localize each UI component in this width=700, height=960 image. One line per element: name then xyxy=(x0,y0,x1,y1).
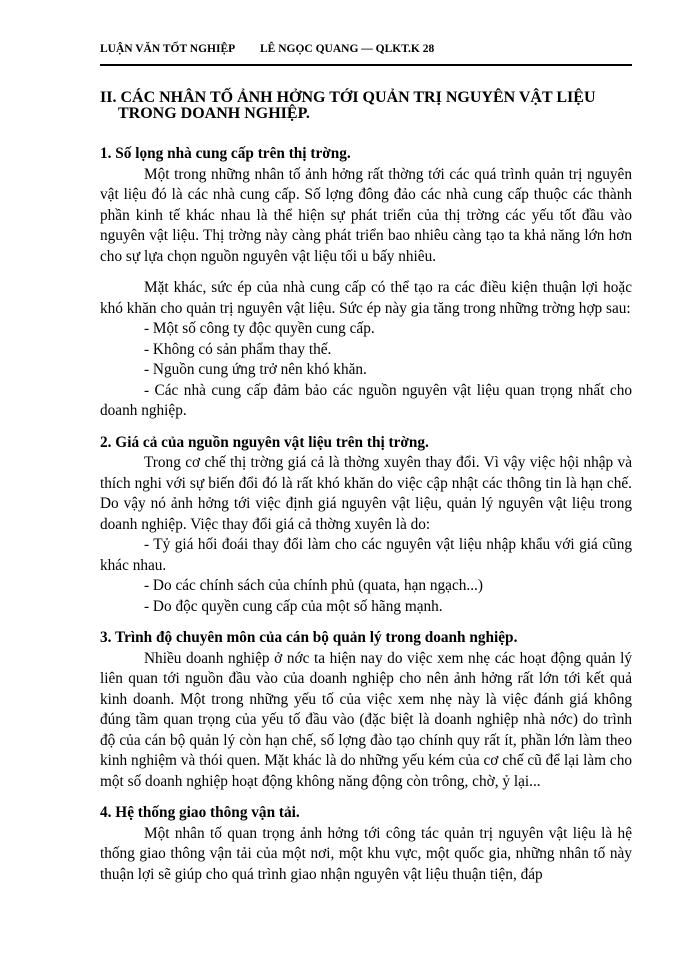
subsection-heading-3: 3. Trình độ chuyên môn của cán bộ quản lý trong doanh nghiệp. xyxy=(100,629,518,646)
running-header xyxy=(100,40,630,58)
list-item: - Tỷ giá hối đoái thay đổi làm cho các nguyên vật liệu nhập khẩu với giá cũng khác nhau. xyxy=(100,536,632,574)
header-divider xyxy=(100,64,632,66)
spacer xyxy=(100,267,632,278)
subsection-heading-4: 4. Hệ thống giao thông vận tải. xyxy=(100,804,300,821)
section-title xyxy=(100,90,632,122)
paragraph: Nhiều doanh nghiệp ở nớc ta hiện nay do việc xem nhẹ các hoạt động quản lý liên quan tới nguồn đầu vào của doanh nghiệp cho nên ảnh hởng rất lớn tới kết quả kinh doanh. Một trong những yếu tố của việc xem nhẹ này là việc đánh giá không đúng tầm quan trọng của yếu tố đầu vào (đặc biệt là doanh nghiệp nhà nớc) do trình độ của cán bộ quản lý còn hạn chế, số lợng đào tạo chính quy rất ít, phần lớn làm theo kinh nghiệm và thói quen. Mặt khác là do những yếu kém của cơ chế cũ để lại làm cho một số doanh nghiệp hoạt động không năng động còn trông, chờ, ỷ lại... xyxy=(100,649,632,790)
header-author: LÊ NGỌC QUANG — QLKT.K 28 xyxy=(260,43,435,55)
list-item: - Không có sản phẩm thay thế. xyxy=(144,340,332,358)
header-thesis-label: LUẬN VĂN TỐT NGHIỆP xyxy=(100,43,236,55)
list-item: - Nguồn cung ứng trở nên khó khăn. xyxy=(144,361,367,378)
section-title-line2: TRONG DOANH NGHIỆP. xyxy=(118,105,310,122)
subsection-heading-2: 2. Giá cả của nguồn nguyên vật liệu trên thị trờng. xyxy=(100,433,429,451)
spacer xyxy=(100,617,632,628)
section-title-line1: II. CÁC NHÂN TỐ ẢNH HỞNG TỚI QUẢN TRỊ NGUYÊN VẬT LIỆU xyxy=(100,89,596,106)
page-body xyxy=(100,90,632,885)
paragraph: Một trong những nhân tố ảnh hởng rất thờng tới các quá trình quản trị nguyên vật liệu đó là các nhà cung cấp. Số lợng đông đảo các nhà cung cấp thuộc các thành phần kinh tế khác nhau là thể hiện sự phát triển của thị trờng các yếu tốt đầu vào nguyên vật liệu. Thị trờng này càng phát triển bao nhiêu càng tạo ta khả năng lớn hơn cho sự lựa chọn nguồn nguyên vật liệu tối u bấy nhiêu. xyxy=(100,165,632,265)
paragraph: Mặt khác, sức ép của nhà cung cấp có thể tạo ra các điều kiện thuận lợi hoặc khó khăn cho quản trị nguyên vật liệu. Sức ép này gia tăng trong những trờng hợp sau: xyxy=(100,279,632,317)
list-item: - Một số công ty độc quyền cung cấp. xyxy=(144,320,375,337)
list-item: - Do các chính sách của chính phủ (quata, hạn ngạch...) xyxy=(144,577,483,594)
subsection-heading-1: 1. Số lọng nhà cung cấp trên thị trờng. xyxy=(100,145,351,162)
list-item: - Các nhà cung cấp đảm bảo các nguồn nguyên vật liệu quan trọng nhất cho doanh nghiệp. xyxy=(100,381,632,419)
paragraph: Một nhân tố quan trọng ảnh hởng tới công tác quản trị nguyên vật liệu là hệ thống giao thông vận tải của một nơi, một khu vực, một quốc gia, những nhân tố này thuận lợi sẽ giúp cho quá trình giao nhận nguyên vật liệu thuận tiện, đáp xyxy=(100,824,632,883)
spacer xyxy=(100,422,632,433)
list-item: - Do độc quyền cung cấp của một số hãng mạnh. xyxy=(144,597,443,615)
spacer xyxy=(100,792,632,803)
paragraph: Trong cơ chế thị trờng giá cả là thờng xuyên thay đổi. Vì vậy việc hội nhập và thích nghi với sự biến đổi đó là rất khó khăn do việc cập nhật các thông tin là hạn chế. Do vậy nó ảnh hởng tới việc định giá nguyên vật liệu, quản lý nguyên vật liệu trong doanh nghiệp. Việc thay đổi giá cả thờng xuyên là do: xyxy=(100,454,632,533)
